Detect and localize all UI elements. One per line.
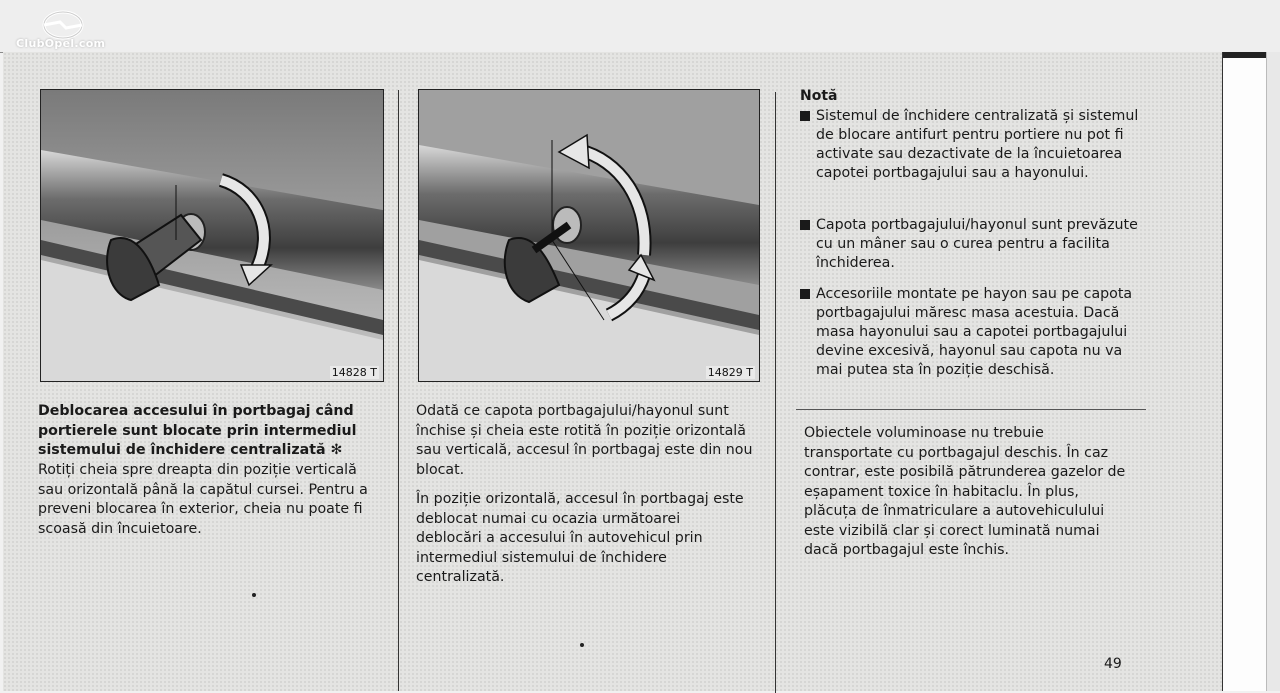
column-divider <box>398 90 399 691</box>
bullet-square-icon <box>800 111 810 121</box>
column1-body: Rotiți cheia spre dreapta din poziție verticală sau orizontală până la capătul cursei. Pentru a preveni blocarea în exterior, cheia nu poate fi scoasă din încuietoare. <box>38 462 368 537</box>
column2-paragraph-2: În poziție orizontală, accesul în portbagaj este deblocat numai cu ocazia următoarei deblocări a accesului în autovehicul prin intermediul sistemului de închidere centralizată. <box>416 491 744 585</box>
figure-key-turn-right <box>40 89 384 382</box>
note-separator <box>796 409 1146 410</box>
scan-dot <box>580 643 584 647</box>
page-number: 49 <box>1104 656 1122 672</box>
bullet-square-icon <box>800 289 810 299</box>
section-heading: Deblocarea accesului în portbagaj când portierele sunt blocate prin intermediul sistemului de închidere centralizată ✻ <box>38 403 357 458</box>
trunk-lock-illustration <box>419 90 759 381</box>
figure-number: 14829 T <box>707 366 753 379</box>
figure-number: 14828 T <box>331 366 377 379</box>
bullet-text: Sistemul de închidere centralizată și sistemul de blocare antifurt pentru portiere nu pot fi activate sau dezactivate de la încuietoarea capotei portbagajului sau a hayonului. <box>816 108 1139 181</box>
scan-dot <box>252 593 256 597</box>
note-bullet <box>800 216 1150 273</box>
column3-paragraph: Obiectele voluminoase nu trebuie transportate cu portbagajul deschis. În caz contrar, este posibilă pătrunderea gazelor de eșapament toxice în habitaclu. În plus, plăcuța de înmatriculare a autovehiculului este vizibilă clar și corect luminată numai dacă portbagajul este închis. <box>804 425 1126 558</box>
note-bullet <box>800 285 1150 380</box>
bullet-text: Capota portbagajului/hayonul sunt prevăzute cu un mâner sau o curea pentru a facilita închiderea. <box>816 217 1138 271</box>
scrollbar[interactable] <box>1266 52 1280 691</box>
figure-key-positions <box>418 89 760 382</box>
trunk-lock-illustration <box>41 90 383 381</box>
column-divider <box>775 92 776 693</box>
page-edge-strip <box>1222 52 1267 691</box>
bullet-text: Accesoriile montate pe hayon sau pe capota portbagajului măresc masa acestuia. Dacă masa hayonului sau a capotei portbagajului devine excesivă, hayonul sau capota nu va mai putea sta în poziție deschisă. <box>816 286 1133 378</box>
clubopel-logo <box>16 8 126 50</box>
logo-text: ClubOpel.com <box>16 37 106 50</box>
note-title: Notă <box>800 88 838 104</box>
note-bullet <box>800 107 1150 183</box>
top-bar <box>0 0 1280 53</box>
bullet-square-icon <box>800 220 810 230</box>
column2-paragraph-1: Odată ce capota portbagajului/hayonul sunt închise și cheia este rotită în poziție orizontală sau verticală, accesul în portbagaj este din nou blocat. <box>416 403 753 478</box>
